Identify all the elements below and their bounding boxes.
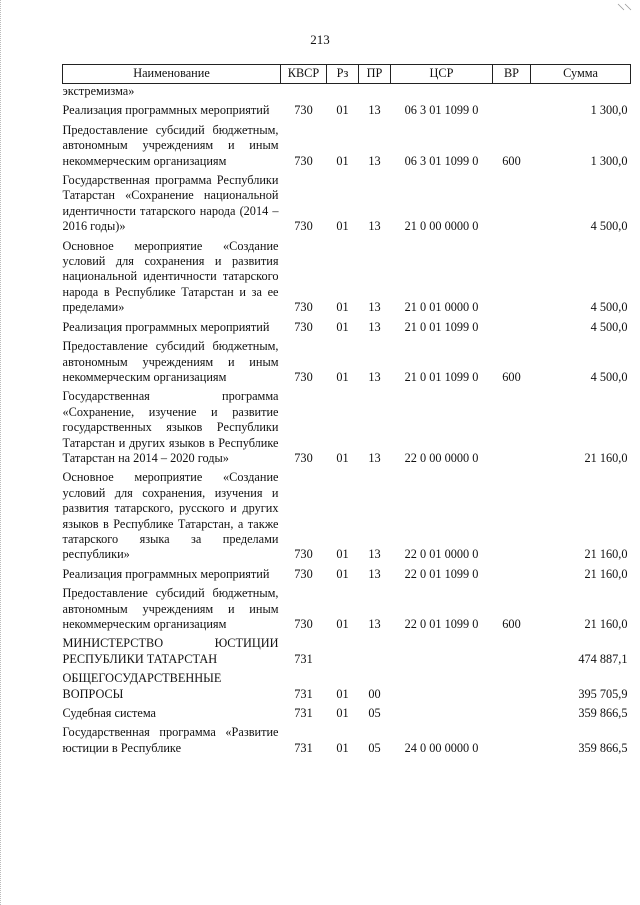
cell-csr [391, 667, 493, 702]
cell-csr: 24 0 00 0000 0 [404, 740, 479, 755]
column-header-pr: ПР [359, 65, 391, 84]
cell-rz: 01 [336, 547, 349, 562]
cell-sum: 4 500,0 [590, 219, 628, 234]
cell-sum: 4 500,0 [590, 300, 628, 315]
cell-csr: 22 0 01 1099 0 [404, 617, 479, 631]
cell-name: МИНИСТЕРСТВО ЮСТИЦИИ РЕСПУБЛИКИ ТАТАРСТАН [62, 636, 279, 666]
column-header-sum: Сумма [531, 65, 631, 84]
cell-rz: 01 [336, 686, 349, 701]
cell-pr [359, 84, 391, 100]
cell-pr: 13 [368, 617, 381, 631]
table-body [63, 84, 631, 757]
cell-vr [493, 466, 531, 562]
cell-name: Предоставление субсидий бюджетным, автономным учреждениям и иным некоммерческим организациям [62, 586, 279, 631]
cell-csr: 22 0 01 1099 0 [404, 566, 479, 581]
cell-kvsr: 730 [294, 617, 313, 631]
cell-sum [531, 84, 631, 100]
cell-rz: 01 [336, 740, 349, 755]
column-header-vr: ВР [493, 65, 531, 84]
cell-sum: 21 160,0 [584, 566, 628, 581]
cell-kvsr: 730 [294, 547, 313, 562]
cell-rz [327, 632, 359, 667]
cell-pr: 05 [368, 706, 381, 721]
table-row [63, 632, 631, 667]
cell-kvsr [281, 84, 327, 100]
cell-vr [493, 316, 531, 335]
cell-kvsr: 731 [294, 651, 313, 666]
cell-pr: 13 [368, 300, 381, 315]
table-row [63, 99, 631, 118]
cell-vr: 600 [502, 617, 521, 631]
cell-name: Предоставление субсидий бюджетным, автономным учреждениям и иным некоммерческим организациям [62, 122, 279, 168]
table-row [63, 563, 631, 582]
column-header-name: Наименование [63, 65, 281, 84]
cell-name: ОБЩЕГОСУДАРСТВЕННЫЕ ВОПРОСЫ [62, 671, 222, 701]
cell-sum: 1 300,0 [590, 103, 628, 118]
cell-sum: 474 887,1 [578, 651, 628, 666]
cell-rz: 01 [336, 153, 349, 168]
cell-csr: 21 0 00 0000 0 [404, 219, 479, 234]
cell-pr: 13 [368, 547, 381, 562]
cell-vr [493, 99, 531, 118]
cell-rz: 01 [336, 219, 349, 234]
cell-csr: 21 0 01 0000 0 [404, 300, 479, 315]
cell-pr: 13 [368, 566, 381, 581]
cell-name: Государственная программа «Сохранение, изучение и развитие государственных языков Республики Татарстан и других языков в Республике Татарстан на 2014 – 2020 годы» [62, 389, 279, 465]
cell-pr: 00 [368, 686, 381, 701]
cell-rz: 01 [336, 369, 349, 384]
cell-csr: 21 0 01 1099 0 [404, 319, 479, 334]
cell-vr [493, 169, 531, 235]
column-header-csr: ЦСР [391, 65, 493, 84]
cell-sum: 395 705,9 [578, 686, 628, 701]
cell-csr: 21 0 01 1099 0 [404, 369, 479, 384]
cell-sum: 359 866,5 [578, 706, 628, 721]
cell-vr [493, 385, 531, 466]
cell-rz [327, 84, 359, 100]
table-row [63, 667, 631, 702]
cell-vr [493, 721, 531, 756]
cell-sum: 4 500,0 [590, 369, 628, 384]
table-row [63, 235, 631, 316]
cell-vr [493, 632, 531, 667]
budget-table [62, 64, 631, 756]
cell-kvsr: 730 [294, 103, 313, 118]
cell-kvsr: 730 [294, 153, 313, 168]
cell-csr [391, 84, 493, 100]
cell-vr: 600 [502, 369, 521, 384]
column-header-kvsr: КВСР [281, 65, 327, 84]
table-row [63, 119, 631, 169]
cell-name: Реализация программных мероприятий [62, 566, 270, 581]
scan-mark [616, 2, 634, 12]
cell-sum: 21 160,0 [584, 617, 628, 631]
cell-vr [493, 84, 531, 100]
column-header-rz: Рз [327, 65, 359, 84]
table-row [63, 466, 631, 562]
table-row [63, 84, 631, 100]
cell-pr: 13 [368, 450, 381, 465]
cell-csr: 22 0 00 0000 0 [404, 450, 479, 465]
cell-csr [391, 702, 493, 721]
table-header-row [63, 65, 631, 84]
cell-sum: 21 160,0 [584, 547, 628, 562]
cell-pr: 13 [368, 103, 381, 118]
cell-csr: 22 0 01 0000 0 [404, 547, 479, 562]
cell-kvsr: 730 [294, 369, 313, 384]
page-number: 213 [310, 32, 330, 47]
cell-name: Основное мероприятие «Создание условий для сохранения и развития национальной идентичности татарского народа в Республике Татарстан и за ее пределами» [62, 238, 279, 315]
cell-vr [493, 702, 531, 721]
cell-rz: 01 [336, 450, 349, 465]
cell-sum: 21 160,0 [584, 450, 628, 465]
table-row [63, 335, 631, 385]
cell-csr: 06 3 01 1099 0 [404, 153, 479, 168]
cell-pr [359, 632, 391, 667]
cell-pr: 13 [368, 319, 381, 334]
cell-kvsr: 731 [294, 740, 313, 755]
cell-kvsr: 731 [294, 686, 313, 701]
cell-rz: 01 [336, 300, 349, 315]
cell-vr [493, 235, 531, 316]
cell-kvsr: 730 [294, 450, 313, 465]
cell-vr [493, 563, 531, 582]
cell-name: Предоставление субсидий бюджетным, автономным учреждениям и иным некоммерческим организациям [62, 339, 279, 384]
table-row [63, 582, 631, 632]
cell-name: Государственная программа «Развитие юстиции в Республике [62, 725, 279, 755]
table-row [63, 702, 631, 721]
budget-table-container [62, 64, 630, 756]
cell-sum: 4 500,0 [590, 319, 628, 334]
cell-name: Государственная программа Республики Татарстан «Сохранение национальной идентичности татарского народа (2014 – 2016 годы)» [62, 173, 279, 234]
cell-kvsr: 731 [294, 706, 313, 721]
cell-kvsr: 730 [294, 566, 313, 581]
cell-vr [493, 667, 531, 702]
scan-margin-line [0, 0, 2, 905]
table-row [63, 385, 631, 466]
cell-sum: 359 866,5 [578, 740, 628, 755]
cell-rz: 01 [336, 319, 349, 334]
cell-name: экстремизма» [62, 84, 135, 98]
cell-kvsr: 730 [294, 300, 313, 315]
table-row [63, 169, 631, 235]
cell-name: Судебная система [62, 706, 156, 721]
cell-kvsr: 730 [294, 319, 313, 334]
cell-rz: 01 [336, 566, 349, 581]
cell-csr [391, 632, 493, 667]
cell-sum: 1 300,0 [590, 153, 628, 168]
cell-rz: 01 [336, 103, 349, 118]
cell-rz: 01 [336, 617, 349, 631]
cell-name: Реализация программных мероприятий [62, 103, 270, 118]
cell-pr: 13 [368, 153, 381, 168]
cell-pr: 13 [368, 219, 381, 234]
cell-name: Реализация программных мероприятий [62, 319, 270, 334]
table-row [63, 721, 631, 756]
cell-kvsr: 730 [294, 219, 313, 234]
table-row [63, 316, 631, 335]
cell-rz: 01 [336, 706, 349, 721]
cell-pr: 13 [368, 369, 381, 384]
cell-csr: 06 3 01 1099 0 [404, 103, 479, 118]
cell-pr: 05 [368, 740, 381, 755]
cell-vr: 600 [502, 153, 521, 168]
cell-name: Основное мероприятие «Создание условий для сохранения, изучения и развития татарского, русского и других языков в Республике Татарстан, а также татарского языка за пределами республики» [62, 470, 279, 562]
